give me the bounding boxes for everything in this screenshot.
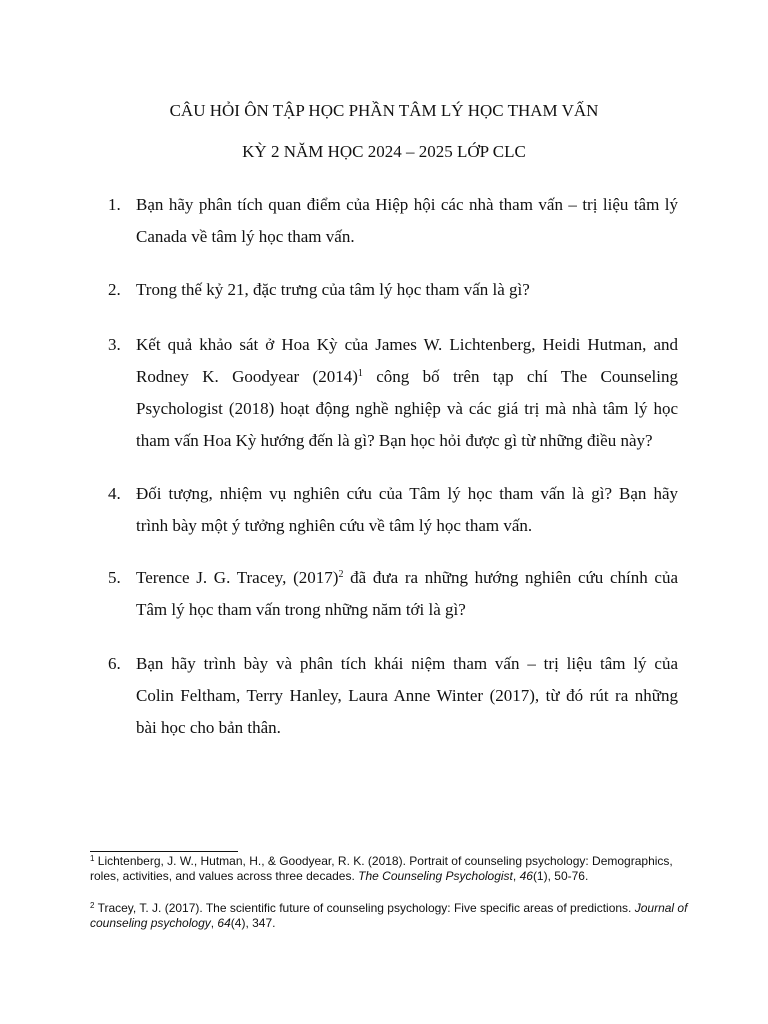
footnote-mark: 1 bbox=[357, 368, 363, 379]
footnote-sep: , bbox=[210, 916, 218, 930]
question-line: trình bày một ý tưởng nghiên cứu về tâm lý học tham vấn. bbox=[136, 516, 533, 535]
footnote bbox=[90, 901, 690, 931]
question-line bbox=[136, 361, 678, 393]
question-line bbox=[136, 562, 678, 594]
question-text bbox=[136, 648, 678, 744]
question-line: Colin Feltham, Terry Hanley, Laura Anne Winter (2017), từ đó rút ra những bbox=[136, 686, 678, 705]
question-number: 6. bbox=[108, 654, 121, 673]
footnote-journal: The Counseling Psychologist bbox=[358, 869, 513, 883]
question-line: Kết quả khảo sát ở Hoa Kỳ của James W. Lichtenberg, Heidi Hutman, and bbox=[136, 335, 678, 354]
question-item bbox=[108, 189, 678, 253]
footnote-volume: 46 bbox=[519, 869, 533, 883]
footnote-issue-pages: (1), 50-76. bbox=[532, 869, 589, 883]
question-line: tham vấn Hoa Kỳ hướng đến là gì? Bạn học hỏi được gì từ những điều này? bbox=[136, 431, 653, 450]
question-item bbox=[108, 478, 678, 542]
question-line-rest: đã đưa ra những hướng nghiên cứu chính của bbox=[350, 568, 679, 587]
question-text bbox=[136, 329, 678, 457]
footnote-sep: , bbox=[512, 869, 520, 883]
footnote-text: Tracey, T. J. (2017). The scientific future of counseling psychology: Five specific areas of predictions. bbox=[97, 901, 635, 915]
question-line: bài học cho bản thân. bbox=[136, 718, 281, 737]
question-line: Bạn hãy trình bày và phân tích khái niệm tham vấn – trị liệu tâm lý của bbox=[136, 654, 678, 673]
document-title: CÂU HỎI ÔN TẬP HỌC PHẦN TÂM LÝ HỌC THAM VẤN bbox=[169, 101, 599, 120]
question-item bbox=[108, 274, 678, 306]
question-line: Tâm lý học tham vấn trong những năm tới là gì? bbox=[136, 600, 466, 619]
question-item bbox=[108, 562, 678, 626]
footnote-mark: 2 bbox=[90, 901, 95, 910]
footnote-mark: 2 bbox=[338, 569, 344, 580]
question-line: Trong thế kỷ 21, đặc trưng của tâm lý học tham vấn là gì? bbox=[136, 280, 530, 299]
question-number: 5. bbox=[108, 568, 121, 587]
footnote-issue-pages: (4), 347. bbox=[230, 916, 276, 930]
question-item bbox=[108, 329, 678, 457]
footnote-text: Lichtenberg, J. W., Hutman, H., & Goodyear, R. K. (2018). Portrait of counseling psychology: Demographics, roles, activities, and values across three decades. bbox=[90, 854, 673, 883]
question-text bbox=[136, 189, 678, 253]
question-text bbox=[136, 478, 678, 542]
question-line-rest: công bố trên tạp chí The Counseling bbox=[376, 367, 678, 386]
citation-authors: Rodney K. Goodyear (2014) bbox=[136, 367, 358, 386]
question-item bbox=[108, 648, 678, 744]
footnote-journal: Journal of counseling psychology bbox=[90, 901, 688, 930]
footnote bbox=[90, 854, 690, 884]
question-text bbox=[136, 274, 678, 306]
question-number: 2. bbox=[108, 280, 121, 299]
citation-authors: Terence J. G. Tracey, (2017) bbox=[136, 568, 339, 587]
question-line: Canada về tâm lý học tham vấn. bbox=[136, 227, 355, 246]
document-subtitle: KỲ 2 NĂM HỌC 2024 – 2025 LỚP CLC bbox=[242, 142, 526, 161]
question-number: 1. bbox=[108, 195, 121, 214]
question-number: 3. bbox=[108, 335, 121, 354]
footnote-separator bbox=[90, 851, 238, 852]
footnote-mark: 1 bbox=[90, 854, 95, 863]
question-line: Đối tượng, nhiệm vụ nghiên cứu của Tâm lý học tham vấn là gì? Bạn hãy bbox=[136, 484, 678, 503]
question-line: Psychologist (2018) hoạt động nghề nghiệp và các giá trị mà nhà tâm lý học bbox=[136, 399, 678, 418]
footnote-volume: 64 bbox=[217, 916, 231, 930]
question-text bbox=[136, 562, 678, 626]
question-line: Bạn hãy phân tích quan điểm của Hiệp hội các nhà tham vấn – trị liệu tâm lý bbox=[136, 195, 678, 214]
question-number: 4. bbox=[108, 484, 121, 503]
